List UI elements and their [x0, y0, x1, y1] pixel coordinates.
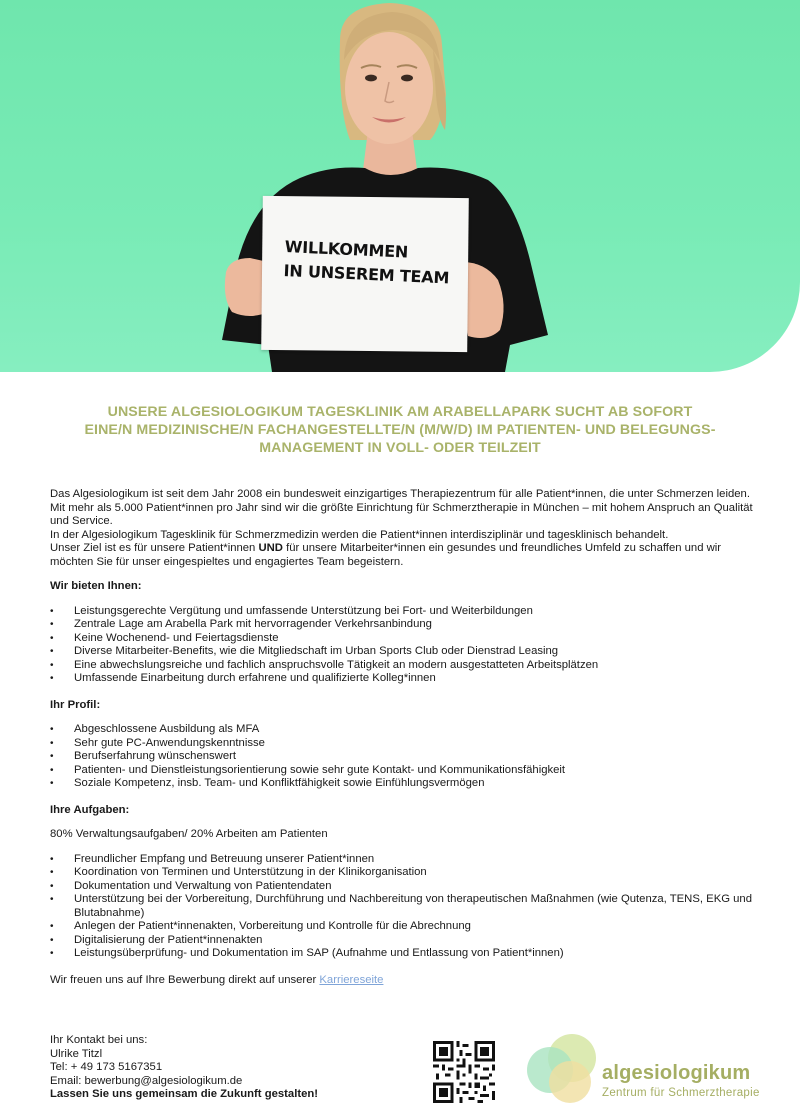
- intro-p3-emphasis: UND: [258, 542, 283, 554]
- sign-line-1: WILLKOMMEN: [284, 237, 409, 262]
- list-item: • Leistungsüberprüfung- und Dokumentation im SAP (Aufnahme und Entlassung von Patient*innen): [50, 947, 760, 961]
- list-item: • Berufserfahrung wünschenswert: [50, 750, 760, 764]
- profile-title: Ihr Profil:: [50, 698, 101, 711]
- contact-name: Ulrike Titzl: [50, 1047, 103, 1060]
- intro-paragraph-3: [50, 542, 760, 569]
- intro-p3-start: Unser Ziel ist es für unsere Patient*innen: [50, 542, 259, 554]
- intro-p3-end: für unsere Mitarbeiter*innen ein gesundes und freundliches Umfeld zu schaffen und wir möchten Sie für unser eingespieltes und engagiertes Team begeistern.: [50, 542, 722, 568]
- list-item: • Umfassende Einarbeitung durch erfahrene und qualifizierte Kolleg*innen: [50, 672, 760, 686]
- headline-line-1: UNSERE ALGESIOLOGIKUM TAGESKLINIK AM ARABELLAPARK SUCHT AB SOFORT: [107, 404, 693, 420]
- tasks-ratio: 80% Verwaltungsaufgaben/ 20% Arbeiten am Patienten: [50, 828, 328, 840]
- list-item: • Soziale Kompetenz, insb. Team- und Konfliktfähigkeit sowie Einfühlungsvermögen: [50, 777, 760, 791]
- contact-block: [50, 1034, 350, 1102]
- logo-circles-icon: [522, 1032, 602, 1103]
- list-item: • Zentrale Lage am Arabella Park mit hervorragender Verkehrsanbindung: [50, 618, 760, 632]
- contact-slogan: Lassen Sie uns gemeinsam die Zukunft gestalten!: [50, 1088, 319, 1101]
- offer-title: Wir bieten Ihnen:: [50, 580, 142, 592]
- list-item: • Leistungsgerechte Vergütung und umfassende Unterstützung bei Fort- und Weiterbildungen: [50, 605, 760, 619]
- job-headline: [40, 403, 760, 457]
- apply-text: [50, 974, 760, 988]
- list-item: • Unterstützung bei der Vorbereitung, Durchführung und Nachbereitung von therapeutischen Maßnahmen (wie Qutenza, TENS, EKG und Blutabnahme): [50, 893, 760, 920]
- welcome-sign-text: [283, 235, 465, 291]
- list-item: • Freundlicher Empfang und Betreuung unserer Patient*innen: [50, 853, 760, 867]
- profile-list: [50, 723, 760, 791]
- tasks-title: Ihre Aufgaben:: [50, 803, 130, 816]
- contact-email[interactable]: Email: bewerbung@algesiologikum.de: [50, 1074, 243, 1087]
- list-item: • Sehr gute PC-Anwendungskenntnisse: [50, 737, 760, 751]
- sign-line-2: IN UNSEREM TEAM: [283, 261, 450, 288]
- algesiologikum-logo: [522, 1032, 762, 1103]
- list-item: • Dokumentation und Verwaltung von Patientendaten: [50, 880, 760, 894]
- headline-line-2: EINE/N MEDIZINISCHE/N FACHANGESTELLTE/N (M/W/D) IM PATIENTEN- UND BELEGUNGS-: [84, 422, 716, 438]
- list-item: • Keine Wochenend- und Feiertagsdienste: [50, 632, 760, 646]
- logo-tagline: Zentrum für Schmerztherapie: [602, 1087, 760, 1099]
- contact-label: Ihr Kontakt bei uns:: [50, 1034, 148, 1046]
- list-item: • Abgeschlossene Ausbildung als MFA: [50, 723, 760, 737]
- hero-banner: [0, 0, 800, 372]
- qr-code-icon[interactable]: [433, 1041, 495, 1103]
- welcome-sign: [261, 196, 469, 352]
- career-page-link[interactable]: Karriereseite: [319, 973, 384, 986]
- list-item: • Patienten- und Dienstleistungsorientierung sowie sehr gute Kontakt- und Kommunikationsfähigkeit: [50, 764, 760, 778]
- headline-line-3: MANAGEMENT IN VOLL- ODER TEILZEIT: [259, 440, 541, 456]
- list-item: • Anlegen der Patient*innenakten, Vorbereitung und Kontrolle für die Abrechnung: [50, 920, 760, 934]
- job-description: [50, 488, 760, 987]
- intro-paragraph-1: Das Algesiologikum ist seit dem Jahr 2008 ein bundesweit einzigartiges Therapiezentrum für alle Patient*innen, die unter Schmerzen leiden. Mit mehr als 5.000 Patient*innen pro Jahr sind wir die größte Einrichtung für Schmerztherapie in München – mit hohem Anspruch an Qualität und Service.: [50, 488, 753, 527]
- apply-text-start: Wir freuen uns auf Ihre Bewerbung direkt auf unserer: [50, 973, 320, 986]
- intro-paragraph-2: In der Algesiologikum Tagesklinik für Schmerzmedizin werden die Patient*innen interdisziplinär und tagesklinisch behandelt.: [50, 528, 669, 541]
- list-item: • Digitalisierung der Patient*innenakten: [50, 934, 760, 948]
- list-item: • Eine abwechslungsreiche und fachlich anspruchsvolle Tätigkeit an modern ausgestatteten Arbeitsplätzen: [50, 659, 760, 673]
- list-item: • Koordination von Terminen und Unterstützung in der Klinikorganisation: [50, 866, 760, 880]
- list-item: • Diverse Mitarbeiter-Benefits, wie die Mitgliedschaft im Urban Sports Club oder Dienstrad Leasing: [50, 645, 760, 659]
- offer-list: [50, 605, 760, 686]
- contact-phone[interactable]: Tel: + 49 173 5167351: [50, 1061, 163, 1074]
- logo-wordmark: algesiologikum: [602, 1062, 751, 1084]
- tasks-list: [50, 853, 760, 961]
